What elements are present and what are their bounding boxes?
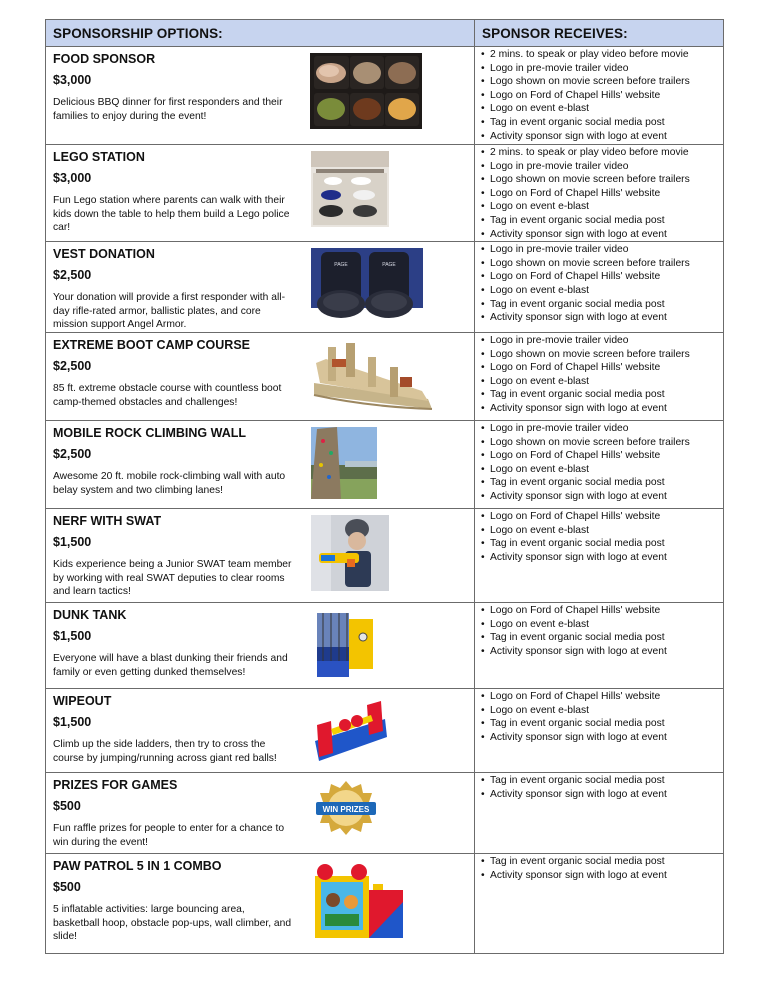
- benefit-item: • Logo on Ford of Chapel Hills' website: [481, 449, 723, 463]
- option-description: Awesome 20 ft. mobile rock-climbing wall with auto belay system and two climbing lanes!: [53, 470, 286, 496]
- sponsor-receives-cell: [475, 242, 724, 333]
- lego-table-image: [311, 151, 389, 227]
- sponsorship-row: [46, 332, 724, 420]
- sponsorship-option-cell: [46, 47, 475, 145]
- options-column-header: SPONSORSHIP OPTIONS:: [46, 20, 475, 47]
- sponsorship-option-cell: [46, 688, 475, 772]
- benefit-item: • Tag in event organic social media post: [481, 214, 723, 228]
- vest-label: PAGE: [382, 262, 396, 269]
- option-price: $2,500: [53, 358, 92, 373]
- benefit-item: • Logo on event e-blast: [481, 375, 723, 389]
- option-name: NERF WITH SWAT: [53, 513, 162, 528]
- benefit-item: • Activity sponsor sign with logo at event: [481, 130, 723, 144]
- sponsor-receives-cell: [475, 508, 724, 602]
- benefit-item: • Activity sponsor sign with logo at event: [481, 311, 723, 325]
- benefits-list: [475, 689, 723, 744]
- option-name: PAW PATROL 5 IN 1 COMBO: [53, 858, 222, 873]
- benefits-list: [475, 242, 723, 325]
- benefit-item: • Logo in pre-movie trailer video: [481, 422, 723, 436]
- sponsorship-row: [46, 420, 724, 508]
- sponsorship-sheet: [45, 19, 723, 954]
- benefits-list: [475, 603, 723, 658]
- receives-column-header: SPONSOR RECEIVES:: [475, 20, 724, 47]
- option-description: Everyone will have a blast dunking their friends and family or even getting dunked themselves!: [53, 652, 288, 678]
- benefit-item: • Tag in event organic social media post: [481, 855, 723, 869]
- benefit-item: • Tag in event organic social media post: [481, 388, 723, 402]
- benefits-list: [475, 509, 723, 564]
- badge-text: WIN PRIZES: [322, 804, 370, 814]
- sponsorship-row: [46, 853, 724, 953]
- option-name: MOBILE ROCK CLIMBING WALL: [53, 425, 247, 440]
- benefits-list: [475, 47, 723, 143]
- win-prizes-badge-image: [312, 779, 380, 845]
- benefits-list: [475, 145, 723, 241]
- option-name: VEST DONATION: [53, 247, 155, 262]
- option-price: $3,000: [53, 73, 92, 87]
- sponsorship-row: [46, 772, 724, 853]
- benefit-item: • Logo on Ford of Chapel Hills' website: [481, 187, 723, 201]
- benefit-item: • Logo in pre-movie trailer video: [481, 243, 723, 257]
- sponsor-receives-cell: [475, 420, 724, 508]
- benefit-item: • Activity sponsor sign with logo at event: [481, 788, 723, 802]
- sponsorship-row: [46, 145, 724, 242]
- benefit-item: • Logo on Ford of Chapel Hills' website: [481, 361, 723, 375]
- option-description: Fun Lego station where parents can walk with their kids down the table to help them build a Lego police car!: [53, 195, 290, 234]
- benefit-item: • Tag in event organic social media post: [481, 774, 723, 788]
- benefit-item: • Tag in event organic social media post: [481, 476, 723, 490]
- nerf-kid-image: [311, 515, 389, 591]
- vest-label: PAGE: [334, 262, 348, 269]
- inflatable-obstacle-course-image: [310, 339, 436, 411]
- sponsorship-option-cell: [46, 332, 475, 420]
- sponsorship-option-cell: [46, 772, 475, 853]
- benefit-item: • Activity sponsor sign with logo at event: [481, 228, 723, 242]
- option-name: FOOD SPONSOR: [53, 52, 156, 66]
- benefit-item: • 2 mins. to speak or play video before movie: [481, 146, 723, 160]
- sponsorship-row: [46, 47, 724, 145]
- benefit-item: • 2 mins. to speak or play video before movie: [481, 48, 723, 62]
- dunk-tank-image: [311, 609, 377, 681]
- benefit-item: • Logo shown on movie screen before trailers: [481, 436, 723, 450]
- benefit-item: • Logo shown on movie screen before trailers: [481, 75, 723, 89]
- benefits-list: [475, 854, 723, 882]
- sponsor-receives-cell: [475, 688, 724, 772]
- benefit-item: • Logo on event e-blast: [481, 618, 723, 632]
- sponsor-receives-cell: [475, 47, 724, 145]
- option-price: $2,500: [53, 268, 92, 283]
- benefit-item: • Logo on event e-blast: [481, 524, 723, 538]
- benefit-item: • Logo shown on movie screen before trailers: [481, 173, 723, 187]
- benefit-item: • Tag in event organic social media post: [481, 631, 723, 645]
- option-description: 5 inflatable activities: large bouncing area, basketball hoop, obstacle pop-ups, wall climber, and slide!: [53, 903, 292, 943]
- armor-vests-image: [311, 248, 423, 324]
- benefit-item: • Logo in pre-movie trailer video: [481, 160, 723, 174]
- option-price: $2,500: [53, 446, 92, 461]
- benefit-item: • Tag in event organic social media post: [481, 116, 723, 130]
- option-price: $3,000: [53, 171, 92, 185]
- benefit-item: • Logo on event e-blast: [481, 102, 723, 116]
- benefit-item: • Activity sponsor sign with logo at event: [481, 490, 723, 504]
- header-row: [46, 20, 724, 47]
- benefit-item: • Logo in pre-movie trailer video: [481, 62, 723, 76]
- benefit-item: • Logo on Ford of Chapel Hills' website: [481, 89, 723, 103]
- option-description: Climb up the side ladders, then try to cross the course by jumping/running across giant red balls!: [53, 738, 277, 764]
- option-name: PRIZES FOR GAMES: [53, 777, 178, 792]
- benefit-item: • Tag in event organic social media post: [481, 537, 723, 551]
- option-name: DUNK TANK: [53, 607, 127, 622]
- option-description: Kids experience being a Junior SWAT team member by working with real SWAT deputies to clear rooms and learn tactics!: [53, 558, 292, 598]
- benefit-item: • Activity sponsor sign with logo at event: [481, 869, 723, 883]
- benefit-item: • Logo on Ford of Chapel Hills' website: [481, 510, 723, 524]
- option-description: Fun raffle prizes for people to enter for a chance to win during the event!: [53, 822, 285, 848]
- option-description: 85 ft. extreme obstacle course with countless boot camp-themed obstacles and challenges!: [53, 382, 282, 408]
- option-price: $500: [53, 798, 81, 813]
- option-name: WIPEOUT: [53, 693, 112, 708]
- sponsor-receives-cell: [475, 772, 724, 853]
- option-price: $1,500: [53, 714, 92, 729]
- option-price: $500: [53, 879, 81, 894]
- option-price: $1,500: [53, 534, 92, 549]
- bbq-meal-trays-image: [310, 53, 422, 129]
- benefit-item: • Logo in pre-movie trailer video: [481, 334, 723, 348]
- benefit-item: • Logo shown on movie screen before trailers: [481, 257, 723, 271]
- benefit-item: • Logo on event e-blast: [481, 704, 723, 718]
- benefit-item: • Logo on event e-blast: [481, 200, 723, 214]
- sponsorship-option-cell: [46, 145, 475, 242]
- benefit-item: • Logo on event e-blast: [481, 284, 723, 298]
- sponsorship-option-cell: [46, 602, 475, 688]
- sponsorship-option-cell: [46, 420, 475, 508]
- benefit-item: • Logo shown on movie screen before trailers: [481, 348, 723, 362]
- sponsorship-option-cell: [46, 242, 475, 333]
- wipeout-inflatable-image: [311, 695, 389, 767]
- sponsorship-option-cell: [46, 853, 475, 953]
- sponsorship-option-cell: [46, 508, 475, 602]
- benefit-item: • Activity sponsor sign with logo at event: [481, 551, 723, 565]
- benefits-list: [475, 773, 723, 801]
- sponsorship-row: [46, 688, 724, 772]
- sponsorship-row: [46, 602, 724, 688]
- benefit-item: • Logo on Ford of Chapel Hills' website: [481, 604, 723, 618]
- option-price: $1,500: [53, 628, 92, 643]
- sponsorship-row: [46, 508, 724, 602]
- benefit-item: • Logo on event e-blast: [481, 463, 723, 477]
- sponsor-receives-cell: [475, 145, 724, 242]
- sponsorship-table: [45, 19, 724, 954]
- sponsor-receives-cell: [475, 602, 724, 688]
- benefit-item: • Activity sponsor sign with logo at event: [481, 645, 723, 659]
- option-description: Your donation will provide a first responder with all-day rifle-rated armor, ballistic plates, and core mission support Angel Armor.: [53, 292, 285, 331]
- benefit-item: • Tag in event organic social media post: [481, 717, 723, 731]
- benefit-item: • Logo on Ford of Chapel Hills' website: [481, 270, 723, 284]
- benefit-item: • Activity sponsor sign with logo at event: [481, 402, 723, 416]
- option-name: LEGO STATION: [53, 150, 145, 164]
- benefit-item: • Logo on Ford of Chapel Hills' website: [481, 690, 723, 704]
- benefit-item: • Tag in event organic social media post: [481, 298, 723, 312]
- sponsor-receives-cell: [475, 332, 724, 420]
- benefit-item: • Activity sponsor sign with logo at event: [481, 731, 723, 745]
- paw-patrol-bounce-house-image: [311, 860, 407, 940]
- benefits-list: [475, 421, 723, 504]
- sponsor-receives-cell: [475, 853, 724, 953]
- sponsorship-row: [46, 242, 724, 333]
- rock-climbing-wall-image: [311, 427, 377, 499]
- option-description: Delicious BBQ dinner for first responders and their families to enjoy during the event!: [53, 97, 283, 122]
- option-name: EXTREME BOOT CAMP COURSE: [53, 337, 251, 352]
- benefits-list: [475, 333, 723, 416]
